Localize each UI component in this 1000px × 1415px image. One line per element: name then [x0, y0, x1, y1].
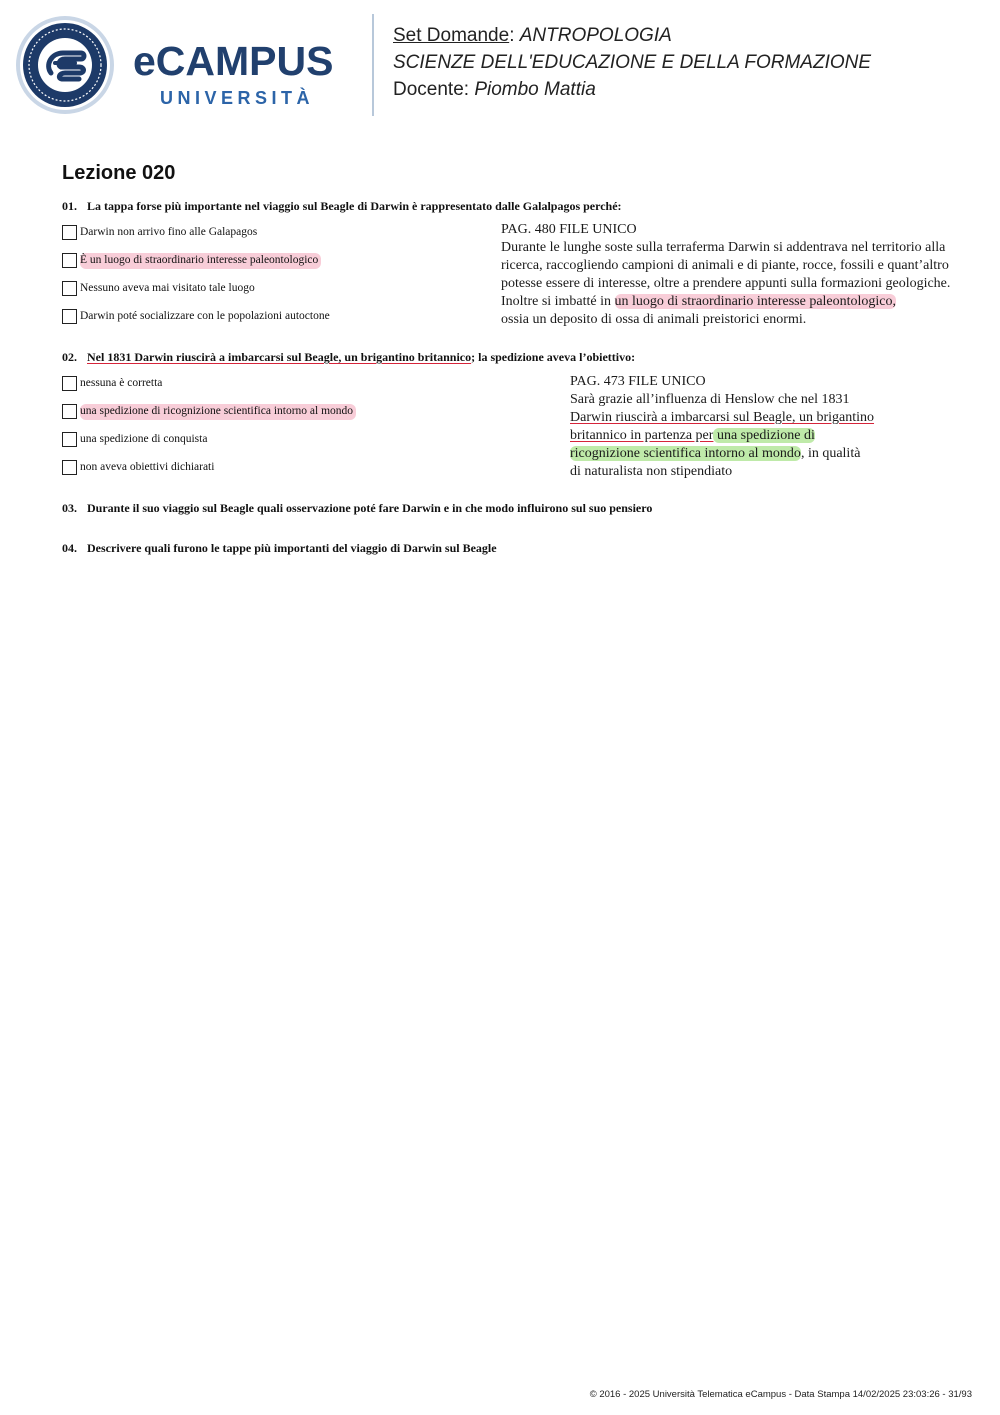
- note-text: Inoltre si imbatté in: [501, 294, 615, 309]
- question-text: La tappa forse più importante nel viaggio sul Beagle di Darwin è rappresentato dalle Galalpagos perché:: [87, 199, 622, 213]
- note-text: , in qualità: [800, 446, 861, 461]
- answer-checkbox[interactable]: [62, 309, 77, 324]
- note-highlight: una spedizione di: [713, 428, 815, 443]
- logo-subtitle-text: UNIVERSITÀ: [160, 88, 315, 108]
- answer-label-highlighted: una spedizione di ricognizione scientifica intorno al mondo: [80, 404, 356, 420]
- ecampus-seal-logo: [15, 15, 115, 115]
- set-separator: :: [509, 25, 520, 46]
- question-02: [62, 350, 635, 365]
- question-number: 02.: [62, 350, 77, 364]
- document-header: [393, 22, 871, 103]
- note-text-underlined: britannico in partenza per: [570, 428, 714, 443]
- question-01: [62, 199, 622, 214]
- subject-name: ANTROPOLOGIA: [519, 25, 672, 46]
- answer-checkbox[interactable]: [62, 281, 77, 296]
- teacher-name: Piombo Mattia: [474, 79, 596, 100]
- answer-label-highlighted: È un luogo di straordinario interesse paleontologico: [80, 253, 321, 269]
- note-line: PAG. 480 FILE UNICO: [501, 222, 637, 237]
- teacher-line: [393, 76, 871, 103]
- answer-label: nessuna è corretta: [80, 377, 163, 389]
- note-line: Durante le lunghe soste sulla terraferma Darwin si addentrava nel territorio alla: [501, 240, 946, 255]
- question-number: 03.: [62, 501, 77, 515]
- note-line: ricerca, raccogliendo campioni di animali e di piante, rocce, fossili e quant’altro: [501, 258, 949, 273]
- ecampus-wordmark: [133, 38, 358, 110]
- note-line: PAG. 473 FILE UNICO: [570, 374, 706, 389]
- note-line: Sarà grazie all’influenza di Henslow che nel 1831: [570, 392, 850, 407]
- header-divider: [372, 14, 374, 116]
- page-footer: © 2016 - 2025 Università Telematica eCampus - Data Stampa 14/02/2025 23:03:26 - 31/93: [589, 1389, 972, 1400]
- question-number: 04.: [62, 541, 77, 555]
- course-name: SCIENZE DELL'EDUCAZIONE E DELLA FORMAZIONE: [393, 52, 872, 73]
- question-text: ; la spedizione aveva l’obiettivo:: [471, 350, 636, 364]
- set-label: Set Domande: [393, 25, 510, 46]
- answer-label: Darwin poté socializzare con le popolazioni autoctone: [80, 310, 330, 322]
- set-line: [393, 22, 871, 49]
- note-line: [570, 445, 874, 463]
- question-text: Durante il suo viaggio sul Beagle quali osservazione poté fare Darwin e in che modo influirono sul suo pensiero: [87, 501, 653, 515]
- question-number: 01.: [62, 199, 77, 213]
- answer-note-01: [501, 221, 950, 329]
- note-line: [570, 427, 874, 445]
- answer-note-02: [570, 373, 874, 481]
- question-text-underlined: Nel 1831 Darwin riuscirà a imbarcarsi sul Beagle, un brigantino britannico: [87, 350, 472, 364]
- answer-label: una spedizione di conquista: [80, 433, 208, 445]
- answer-checkbox[interactable]: [62, 460, 77, 475]
- note-highlight: un luogo di straordinario interesse paleontologico,: [614, 294, 897, 309]
- question-04: [62, 541, 497, 556]
- lesson-title: Lezione 020: [62, 162, 176, 184]
- answer-label: non aveva obiettivi dichiarati: [80, 461, 215, 473]
- answer-checkbox[interactable]: [62, 404, 77, 419]
- question-text: Descrivere quali furono le tappe più importanti del viaggio di Darwin sul Beagle: [87, 541, 497, 555]
- note-highlight: ricognizione scientifica intorno al mondo: [570, 446, 801, 461]
- answer-label: Nessuno aveva mai visitato tale luogo: [80, 282, 255, 294]
- note-line: ossia un deposito di ossa di animali preistorici enormi.: [501, 312, 807, 327]
- teacher-label: Docente:: [393, 79, 475, 100]
- note-line: di naturalista non stipendiato: [570, 464, 733, 479]
- logo-brand-text: eCAMPUS: [133, 38, 334, 84]
- note-line-underlined: Darwin riuscirà a imbarcarsi sul Beagle, un brigantino: [570, 410, 875, 425]
- question-03: [62, 501, 652, 516]
- answer-checkbox[interactable]: [62, 253, 77, 268]
- answer-label: Darwin non arrivo fino alle Galapagos: [80, 226, 258, 238]
- note-line: potesse essere di interesse, oltre a prendere appunti sulla formazioni geologiche.: [501, 276, 951, 291]
- answer-checkbox[interactable]: [62, 432, 77, 447]
- answer-checkbox[interactable]: [62, 225, 77, 240]
- note-line: [501, 293, 950, 311]
- answer-checkbox[interactable]: [62, 376, 77, 391]
